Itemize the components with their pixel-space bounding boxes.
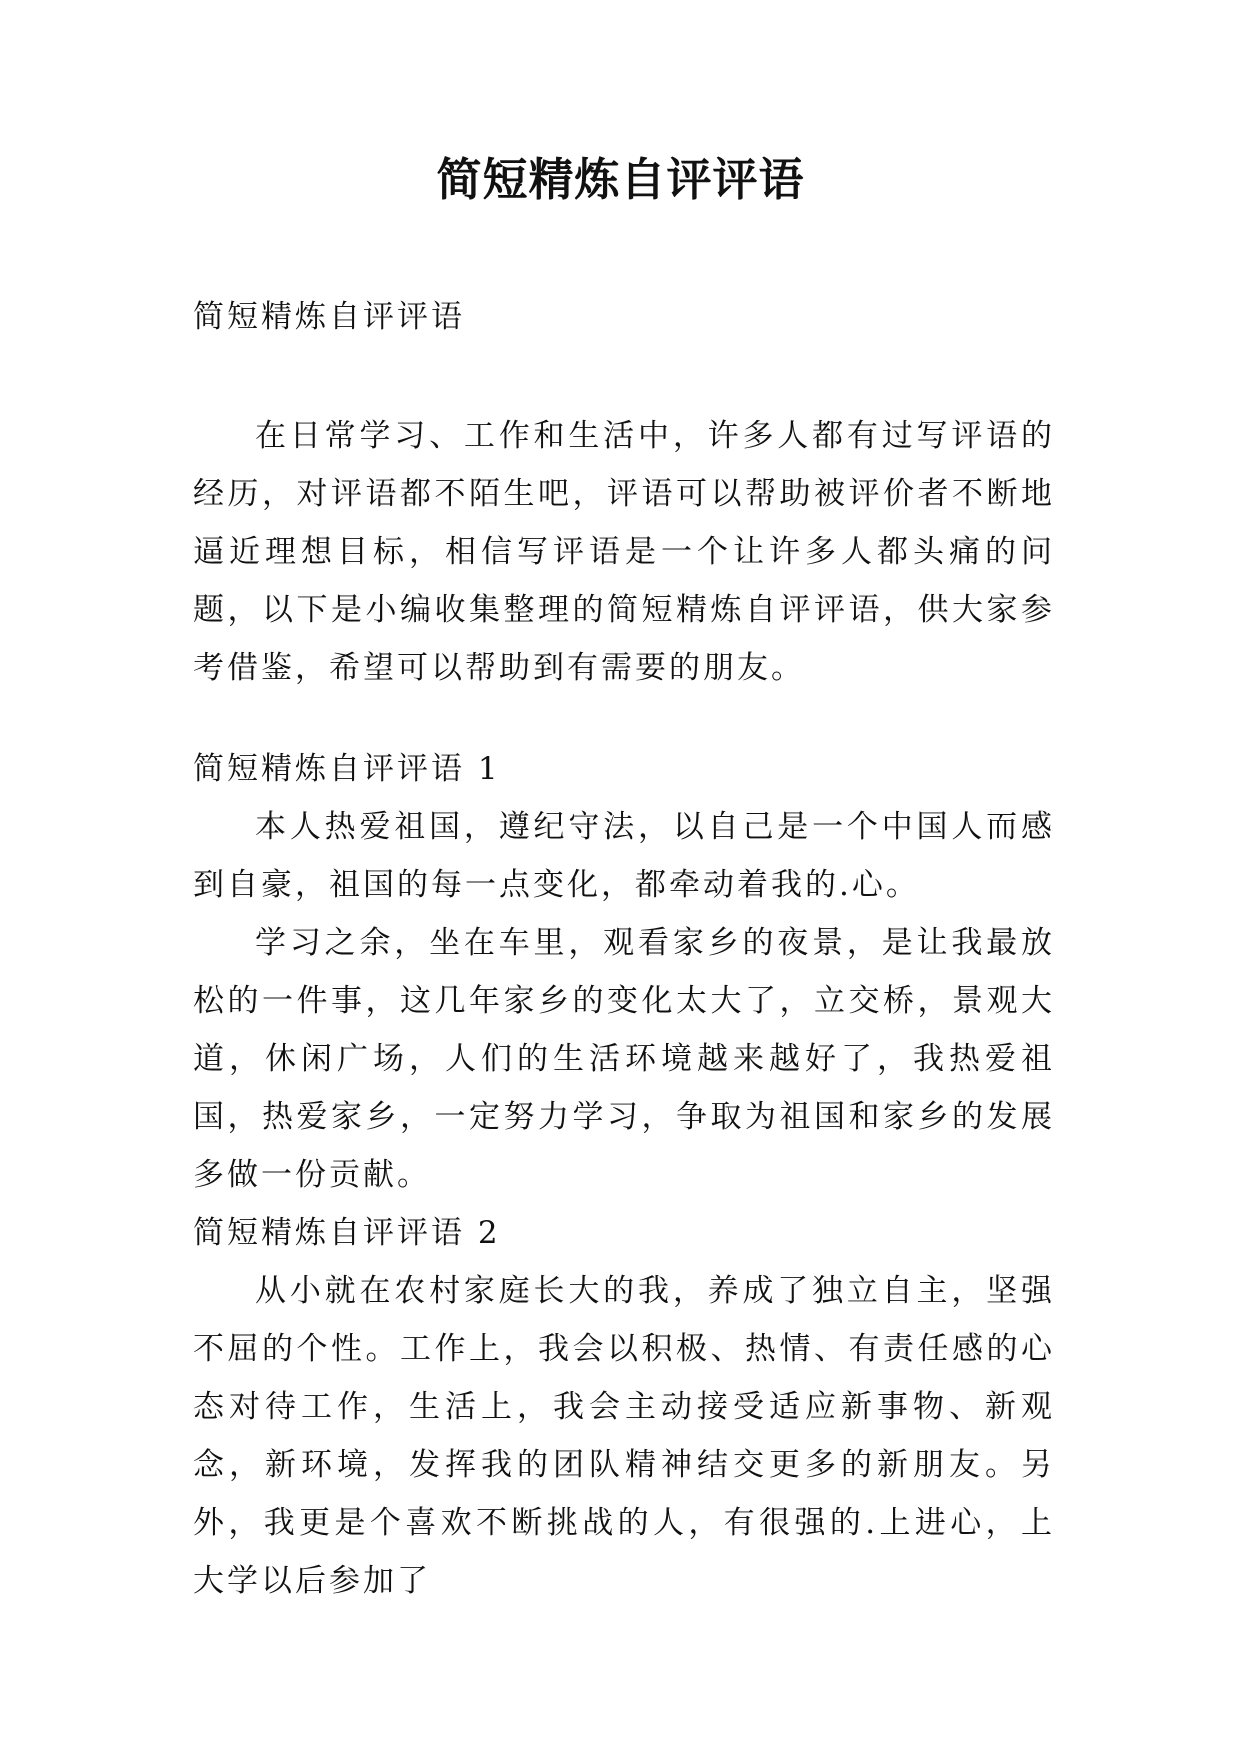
section-heading-2: 简短精炼自评评语 2 — [193, 1215, 501, 1251]
sections-block — [193, 740, 1055, 1610]
section-1-paragraph-1: 本人热爱祖国，遵纪守法，以自己是一个中国人而感到自豪，祖国的每一点变化，都牵动着我的.心。 — [193, 809, 1055, 903]
document-title: 简短精炼自评评语 — [436, 153, 805, 206]
section-1-paragraph-2: 学习之余，坐在车里，观看家乡的夜景，是让我最放松的一件事，这几年家乡的变化太大了，立交桥，景观大道，休闲广场，人们的生活环境越来越好了，我热爱祖国，热爱家乡，一定努力学习，争取为祖国和家乡的发展多做一份贡献。 — [193, 925, 1055, 1193]
section-heading-1: 简短精炼自评评语 1 — [193, 751, 501, 787]
intro-paragraph: 在日常学习、工作和生活中，许多人都有过写评语的经历，对评语都不陌生吧，评语可以帮助被评价者不断地逼近理想目标，相信写评语是一个让许多人都头痛的问题，以下是小编收集整理的简短精炼自评评语，供大家参考借鉴，希望可以帮助到有需要的朋友。 — [193, 418, 1055, 686]
document-subtitle — [193, 288, 1055, 346]
intro-block — [193, 407, 1055, 697]
section-2-paragraph-1: 从小就在农村家庭长大的我，养成了独立自主，坚强不屈的个性。工作上，我会以积极、热情、有责任感的心态对待工作，生活上，我会主动接受适应新事物、新观念，新环境，发挥我的团队精神结交更多的新朋友。另外，我更是个喜欢不断挑战的人，有很强的.上进心，上大学以后参加了 — [193, 1273, 1055, 1599]
subtitle-text: 简短精炼自评评语 — [193, 299, 465, 335]
